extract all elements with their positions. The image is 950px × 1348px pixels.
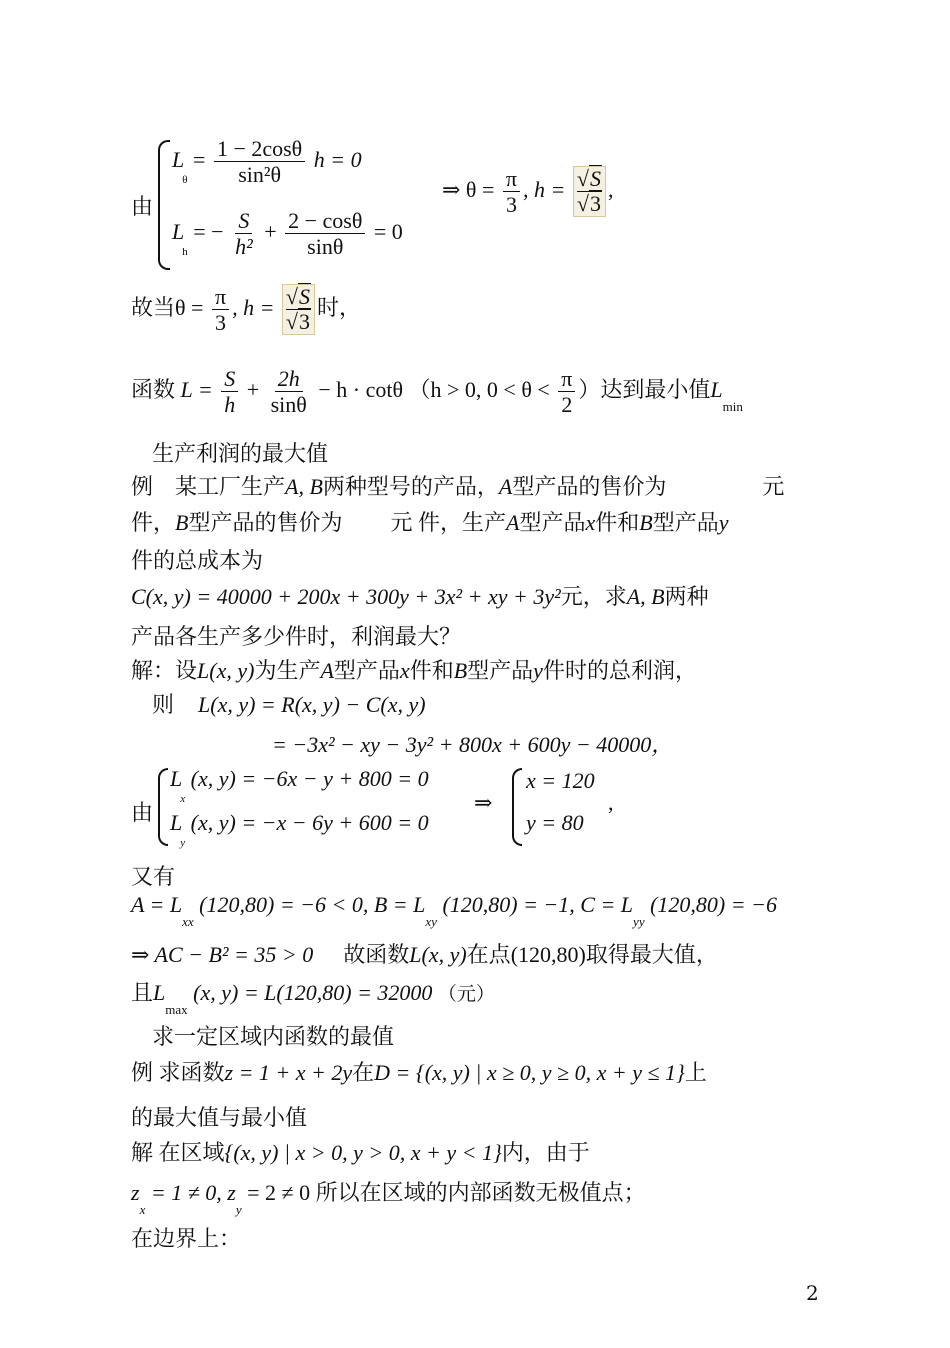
discriminant-line: ⇒ AC − B² = 35 > 0 故函数L(x, y)在点(120,80)取得最大值， (131, 942, 718, 967)
example1-line3: 件的总成本为 (131, 549, 264, 574)
example1-cost-function: C(x, y) = 40000 + 200x + 300y + 3x² + xy + 3y²元，求A, B两种 (131, 584, 709, 609)
sqrt-fraction-image-2: $\frac{√S}{√3}$ (282, 284, 315, 335)
left-brace-1 (158, 140, 170, 270)
left-brace-2 (158, 768, 168, 846)
equation-lx: $L_x$ (x, y) = −6x − y + 800 = 0 (170, 766, 429, 805)
example2-line1: 例 求函数z = 1 + x + 2y在D = {(x, y) | x ≥ 0, y ≥ 0, x + y ≤ 1}上 (131, 1060, 707, 1085)
section-heading-region: 求一定区域内函数的最值 (152, 1025, 395, 1050)
equation-l-h: $L_h$ = − $\frac{S}{\text{h²}}$ + $\frac{2 - \cos\theta}{\sin\theta}$ = 0 (172, 208, 403, 260)
sqrt-fraction-image: $\frac{√S}{√3}$ (573, 166, 606, 217)
example1-line5: 产品各生产多少件时，利润最大？ (131, 625, 462, 650)
solution2-boundary: 在边界上： (131, 1227, 242, 1252)
equation-ly: $L_y$ (x, y) = −x − 6y + 600 = 0 (170, 810, 429, 849)
max-value-line: 且$L_{max}$ (x, y) = L(120,80) = 32000 （元） (131, 980, 495, 1017)
solution-y: y = 80 (526, 810, 584, 835)
solution1-profit-def: 则 L(x, y) = R(x, y) − C(x, y) (152, 692, 426, 717)
when-line: 故当θ = $\frac{\pi}{3}$ , h = $\frac{√S}{√3}$ 时， (131, 284, 362, 336)
example2-line2: 的最大值与最小值 (131, 1106, 308, 1131)
result-theta-h: ⇒ θ = $\frac{\pi}{3}$ , h = $\frac{√S}{√3}$ , (442, 166, 614, 218)
solution1-line1: 解：设L(x, y)为生产A型产品x件和B型产品y件时的总利润， (131, 658, 697, 683)
function-minimum-line: 函数 L = $\frac{S}{h}$ + $\frac{2h}{\sin\theta}$ − h · cotθ （h > 0, 0 < θ < $\frac{\pi}{2}$ ）达到最小值$L_{min}$ (131, 366, 743, 418)
page-number: 2 (806, 1281, 819, 1305)
second-derivatives-line: $A = L_{xx}$ (120,80) = −6 < 0, $B = L_{xy}$ (120,80) = −1, $C = L_{yy}$ (120,80) = −6 (131, 892, 777, 929)
left-brace-3 (512, 768, 522, 846)
you-label-2: 由 (131, 801, 154, 826)
also-label: 又有 (131, 865, 176, 890)
equation-l-theta: $L_\theta$ = $\frac{1 - 2\cos\theta}{\text{sin²θ}}$ h = 0 (172, 136, 362, 188)
solution-comma: , (608, 790, 614, 815)
implies-arrow: ⇒ (474, 790, 493, 815)
example1-line1: 例 某工厂生产A, B两种型号的产品，A型产品的售价为 元 (131, 474, 785, 499)
solution-x: x = 120 (526, 768, 595, 793)
solution2-partials: $z_x = 1 \ne 0$, $z_y = 2 \ne 0$ 所以在区域的内部函数无极值点； (131, 1180, 646, 1217)
example1-line2: 件，B型产品的售价为 元 件，生产A型产品x件和B型产品y (131, 510, 729, 535)
solution2-line1: 解 在区域{(x, y) | x > 0, y > 0, x + y < 1}内，由于 (131, 1140, 590, 1165)
solution1-profit-expansion: = −3x² − xy − 3y² + 800x + 600y − 40000， (272, 732, 674, 757)
you-label-1: 由 (131, 195, 154, 220)
section-heading-profit: 生产利润的最大值 (152, 442, 329, 467)
